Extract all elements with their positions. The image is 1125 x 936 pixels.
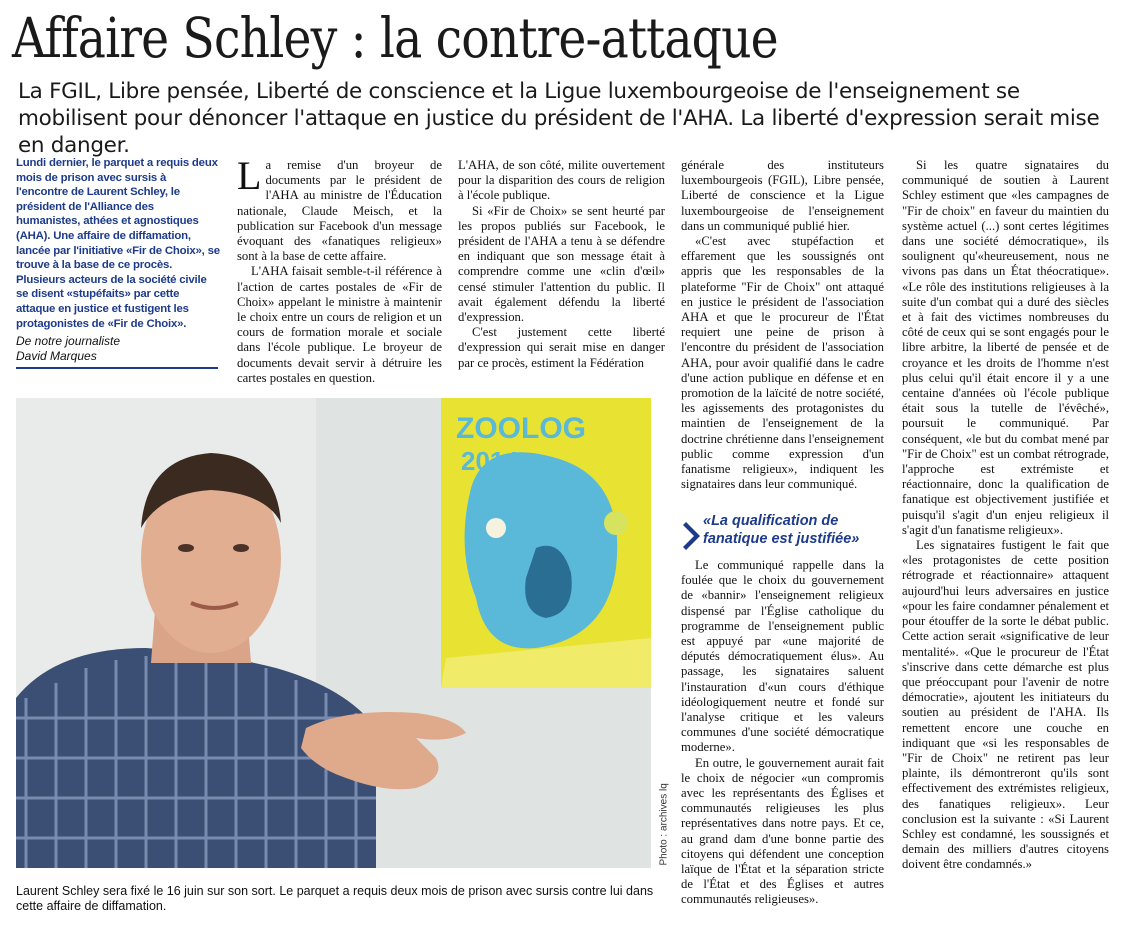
deck: La FGIL, Libre pensée, Liberté de conscience et la Ligue luxembourgeoise de l'enseignement se mobilisent pour dénoncer l'attaque en justice du président de l'AHA. La liberté d'expression serait mise en danger. — [18, 79, 1100, 158]
photo-illustration — [16, 398, 651, 868]
paragraph: L'AHA faisait semble-t-il référence à l'action de cartes postales de «Fir de Choix» appelant le ministre à maintenir le choix entre un cours de religion et un cours de formation morale et sociale dans l'école publique. Le broyeur de documents devait servir à détruire les cartes postales en question. — [237, 264, 442, 385]
article-column-2 — [458, 158, 665, 371]
article-column-1 — [237, 153, 442, 386]
subheading — [681, 512, 884, 560]
byline-role: De notre journaliste — [16, 334, 121, 348]
paragraph: Le communiqué rappelle dans la foulée que le choix du gouvernement de «bannir» l'enseignement religieux dispensé par l'Église catholique du programme de l'enseignement public est appuyé par «une majorité de députés démocratiquement élus». Au passage, les signataires saluent l'instauration d'«un cours d'éthique idéologiquement neutre et fondé sur l'analyse critique et les valeurs communes d'une société démocratique moderne». — [681, 558, 884, 755]
lede-summary: Lundi dernier, le parquet a requis deux mois de prison avec sursis à l'encontre de Laurent Schley, le président de l'Alliance des humanistes, athées et agnostiques (AHA). Une affaire de diffamation, lancée par l'initiative «Fir de Choix», se trouve à la base de ce procès. Plusieurs acteurs de la société civile se disent «stupéfaits» par cette attaque en justice et fustigent les protagonistes de «Fir de Choix». — [16, 157, 220, 330]
subheading-text: «La qualification de fanatique est justifiée» — [703, 513, 860, 547]
paragraph: Si les quatre signataires du communiqué de soutien à Laurent Schley estiment que «les campagnes de "Fir de choix" en faveur du maintien du système actuel (...) sont certes légitimes dans une société démocratique», ils soulignent qu'«heureusement, nous ne vivons pas dans un État théocratique». «Le rôle des institutions religieuses à la suite d'un combat qui a duré des siècles et à fait des victimes nombreuses du côté de ceux qui se sont engagés pour le libre arbitre, la liberté de pensée et de croyance et les droits de l'homme n'est plus celui qu'il était encore il y a une centaine d'années où l'école publique était sous la tutelle de l'évêché», poursuit le communiqué. Par conséquent, «le but du combat mené par "Fir de Choix" est un combat rétrograde, l'approche est extrémiste et réactionnaire, donc la qualification de fanatique est objectivement justifiée et puisqu'il s'agit d'un enjeu religieux il s'agit d'un fanatisme religieux». — [902, 158, 1109, 537]
article-photo — [16, 398, 651, 868]
article-column-3-continued — [681, 558, 884, 908]
photo-credit-text: Photo : archives lq — [658, 783, 670, 866]
paragraph-text: a remise d'un broyeur de documents par le président de l'AHA au ministre de l'Éducation nationale, Claude Meisch, et la publication sur Facebook d'un message évoquant des «fanatiques religieux» sont à la base de cette affaire. — [237, 158, 442, 264]
paragraph: Si «Fir de Choix» se sent heurté par les propos publiés sur Facebook, le président de l'AHA a tenu à se défendre en indiquant que son message était à comprendre comme une «clin d'œil» censé stimuler l'attention du public. Il avait également défendu la liberté d'expression. — [458, 203, 665, 325]
paragraph: C'est justement cette liberté d'expression qui serait mise en danger par ce procès, estiment la Fédération — [458, 325, 665, 370]
poster-year: 2014 — [461, 446, 519, 476]
article-column-3 — [681, 158, 884, 492]
byline-author: David Marques — [16, 349, 97, 363]
drop-cap: L — [237, 153, 262, 198]
paragraph: L'AHA, de son côté, milite ouvertement pour la disparition des cours de religion à l'école publique. — [458, 158, 665, 203]
paragraph: En outre, le gouvernement aurait fait le choix de négocier «un compromis avec les représentants des Églises et communautés religieuses les plus représentatives dans notre pays. Et ce, au grand dam d'une bonne partie des citoyens qui défendent une conception laïque de l'État et la séparation stricte de l'État et des Églises et autres communautés religieuses». — [681, 755, 884, 907]
paragraph: Les signataires fustigent le fait que «les protagonistes de cette position rétrograde et réactionnaire» attaquent aujourd'hui leurs adversaires en justice «pour les faire condamner pénalement et pour étouffer de la sorte le débat public. Cette action serait «significative de leur mentalité». «Que le procureur de l'État s'inscrive dans cette démarche est plus que préoccupant pour l'avenir de notre démocratie», ajoutent les initiateurs du soutien au président de l'AHA. Ils remettent encore une couche en indiquant que «si les responsables de "Fir de Choix" ne retirent pas leur plainte, ils démontreront qu'ils sont effectivement des extrémistes religieux, des fanatiques religieux». Leur conclusion est la suivante : «Si Laurent Schley est condamné, les soussignés et demain des milliers d'autres citoyens doivent être condamnés.» — [902, 538, 1109, 872]
byline — [16, 334, 218, 369]
photo-credit — [654, 783, 670, 868]
paragraph: «C'est avec stupéfaction et effarement que les soussignés ont appris que les responsables de la plateforme "Fir de Choix" ont attaqué en justice le président de l'association AHA et que le procureur de l'État requiert une peine de prison à l'encontre du président de l'association AHA, pour avoir qualifié dans le cadre d'une action publique en défense et en promotion de la laïcité de notre société, les agissements des protagonistes du maintien de l'enseignement de la doctrine chrétienne dans l'enseignement public comme expression d'un fanatisme religieux», indiquent les signataires dans leur communiqué. — [681, 234, 884, 492]
article-column-4 — [902, 158, 1109, 873]
photo-caption: Laurent Schley sera fixé le 16 juin sur son sort. Le parquet a requis deux mois de prison avec sursis contre lui dans cette affaire de diffamation. — [16, 884, 654, 913]
poster-title: ZOOLOG — [456, 412, 586, 445]
paragraph — [237, 153, 442, 264]
headline: Affaire Schley : la contre-attaque — [12, 6, 778, 70]
paragraph: générale des instituteurs luxembourgeois (FGIL), Libre pensée, Liberté de conscience et la Ligue luxembourgeoise de l'enseignement dans un communiqué publié hier. — [681, 158, 884, 233]
chevron-right-icon — [683, 520, 705, 552]
